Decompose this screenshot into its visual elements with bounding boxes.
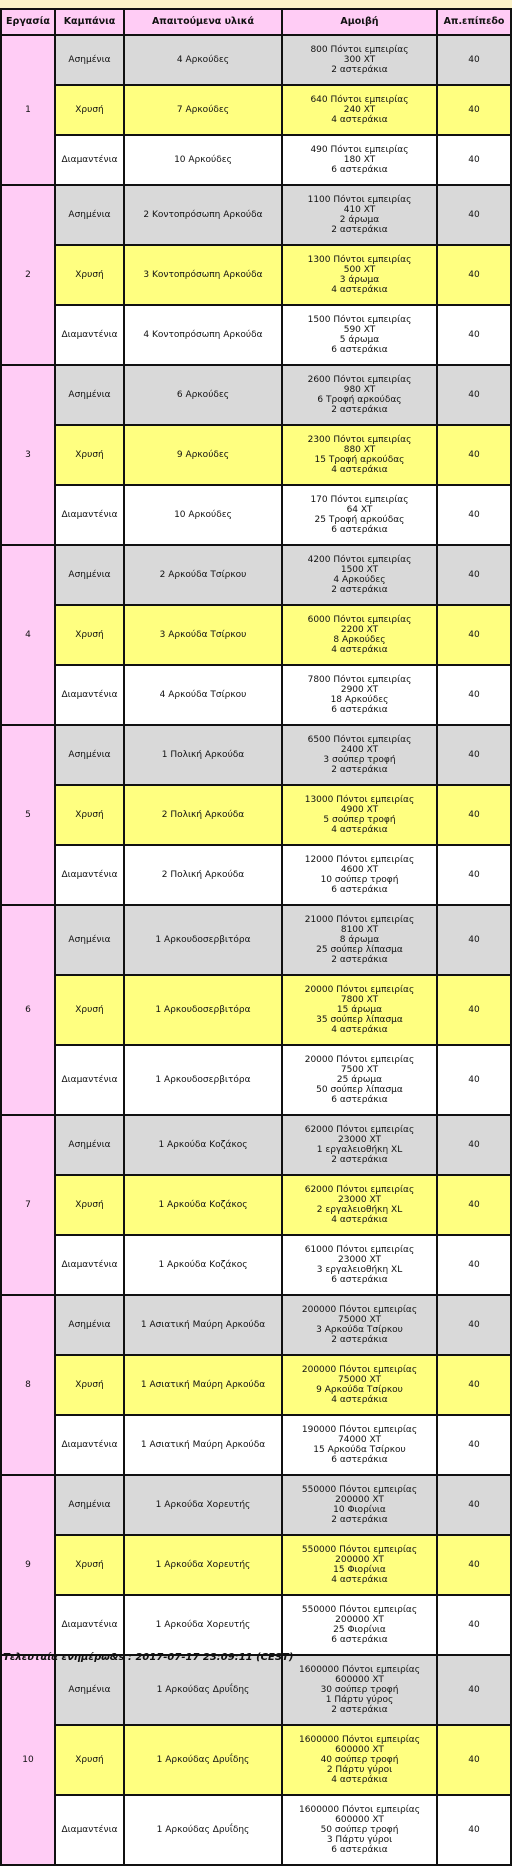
reward-line: 1600000 Πόντοι εμπειρίας: [299, 1665, 420, 1675]
reward-cell: [282, 1725, 437, 1795]
materials-cell: 2 Κοντοπρόσωπη Αρκούδα: [124, 185, 282, 245]
campaign-cell: Διαμαντένια: [55, 845, 124, 905]
campaign-cell: Διαμαντένια: [55, 1235, 124, 1295]
reward-line: 4 αστεράκια: [331, 825, 388, 835]
reward-line: 8100 XT: [340, 925, 379, 935]
level-cell: 40: [437, 1355, 511, 1415]
level-cell: 40: [437, 1235, 511, 1295]
reward-cell: [282, 1795, 437, 1865]
materials-cell: 1 Ασιατική Μαύρη Αρκούδα: [124, 1355, 282, 1415]
campaign-cell: Χρυσή: [55, 245, 124, 305]
task-number: 1: [1, 35, 55, 185]
reward-cell: [282, 1115, 437, 1175]
reward-line: 25 Φιορίνια: [333, 1625, 386, 1635]
level-cell: 40: [437, 1115, 511, 1175]
reward-line: 23000 XT: [338, 1195, 381, 1205]
reward-line: 4600 XT: [340, 865, 379, 875]
reward-line: 7800 Πόντοι εμπειρίας: [307, 675, 412, 685]
reward-line: 2300 Πόντοι εμπειρίας: [307, 435, 412, 445]
reward-line: 4 αστεράκια: [331, 1575, 388, 1585]
level-cell: 40: [437, 845, 511, 905]
level-cell: 40: [437, 1415, 511, 1475]
reward-line: 4200 Πόντοι εμπειρίας: [307, 555, 412, 565]
reward-cell: [282, 845, 437, 905]
reward-cell: [282, 245, 437, 305]
campaign-cell: Ασημένια: [55, 365, 124, 425]
materials-cell: 1 Αρκούδας Δρυΐδης: [124, 1655, 282, 1725]
reward-line: 25 άρωμα: [336, 1075, 383, 1085]
table-row: [1, 1795, 511, 1865]
reward-line: 4 αστεράκια: [331, 285, 388, 295]
reward-cell: [282, 1355, 437, 1415]
reward-cell: [282, 1235, 437, 1295]
campaign-cell: Διαμαντένια: [55, 1045, 124, 1115]
level-cell: 40: [437, 1475, 511, 1535]
materials-cell: 9 Αρκούδες: [124, 425, 282, 485]
reward-line: 2900 XT: [340, 685, 379, 695]
level-cell: 40: [437, 485, 511, 545]
reward-line: 600000 XT: [335, 1675, 384, 1685]
reward-cell: [282, 785, 437, 845]
reward-line: 2 αστεράκια: [331, 1705, 388, 1715]
campaign-cell: Διαμαντένια: [55, 135, 124, 185]
reward-cell: [282, 1045, 437, 1115]
header-campaign: Καμπάνια: [55, 9, 124, 35]
task-number: 4: [1, 545, 55, 725]
table-row: [1, 185, 511, 245]
table-row: [1, 85, 511, 135]
task-table-body: [1, 35, 511, 1865]
campaign-cell: Χρυσή: [55, 605, 124, 665]
table-row: [1, 1045, 511, 1115]
campaign-cell: Χρυσή: [55, 1175, 124, 1235]
header-materials: Απαιτούμενα υλικά: [124, 9, 282, 35]
reward-line: 7500 XT: [340, 1065, 379, 1075]
table-row: [1, 665, 511, 725]
reward-line: 6 αστεράκια: [331, 885, 388, 895]
reward-line: 74000 XT: [338, 1435, 381, 1445]
campaign-cell: Ασημένια: [55, 905, 124, 975]
campaign-cell: Ασημένια: [55, 1475, 124, 1535]
level-cell: 40: [437, 1295, 511, 1355]
reward-line: 410 XT: [343, 205, 376, 215]
campaign-cell: Διαμαντένια: [55, 485, 124, 545]
reward-line: 1 εργαλειοθήκη XL: [316, 1145, 403, 1155]
reward-line: 6 αστεράκια: [331, 1845, 388, 1855]
reward-line: 62000 Πόντοι εμπειρίας: [304, 1185, 415, 1195]
reward-line: 550000 Πόντοι εμπειρίας: [301, 1605, 418, 1615]
materials-cell: 3 Αρκούδα Τσίρκου: [124, 605, 282, 665]
table-row: [1, 785, 511, 845]
campaign-cell: Διαμαντένια: [55, 1795, 124, 1865]
reward-line: 1600000 Πόντοι εμπειρίας: [299, 1735, 420, 1745]
task-table: [0, 8, 512, 1866]
materials-cell: 3 Κοντοπρόσωπη Αρκούδα: [124, 245, 282, 305]
reward-line: 61000 Πόντοι εμπειρίας: [304, 1245, 415, 1255]
reward-cell: [282, 35, 437, 85]
level-cell: 40: [437, 1175, 511, 1235]
reward-line: 8 Αρκούδες: [333, 635, 386, 645]
reward-line: 6 αστεράκια: [331, 165, 388, 175]
reward-line: 3 Πάρτυ γύροι: [326, 1835, 393, 1845]
level-cell: 40: [437, 1655, 511, 1725]
materials-cell: 4 Κοντοπρόσωπη Αρκούδα: [124, 305, 282, 365]
task-number: 7: [1, 1115, 55, 1295]
materials-cell: 1 Αρκουδοσερβιτόρα: [124, 975, 282, 1045]
reward-cell: [282, 975, 437, 1045]
reward-cell: [282, 665, 437, 725]
reward-cell: [282, 605, 437, 665]
campaign-cell: Ασημένια: [55, 35, 124, 85]
reward-line: 200000 Πόντοι εμπειρίας: [301, 1305, 418, 1315]
reward-line: 4 αστεράκια: [331, 645, 388, 655]
materials-cell: 1 Αρκούδα Χορευτής: [124, 1595, 282, 1655]
table-row: [1, 725, 511, 785]
header-row: [1, 9, 511, 35]
reward-line: 4 αστεράκια: [331, 115, 388, 125]
reward-cell: [282, 1595, 437, 1655]
campaign-cell: Ασημένια: [55, 185, 124, 245]
reward-line: 2 αστεράκια: [331, 1155, 388, 1165]
campaign-cell: Ασημένια: [55, 725, 124, 785]
materials-cell: 1 Αρκούδα Κοζάκος: [124, 1235, 282, 1295]
table-row: [1, 35, 511, 85]
reward-cell: [282, 1475, 437, 1535]
reward-line: 75000 XT: [338, 1375, 381, 1385]
campaign-cell: Διαμαντένια: [55, 305, 124, 365]
reward-line: 2 αστεράκια: [331, 225, 388, 235]
reward-line: 3 εργαλειοθήκη XL: [316, 1265, 403, 1275]
reward-line: 50 σούπερ λίπασμα: [316, 1085, 403, 1095]
materials-cell: 1 Αρκουδοσερβιτόρα: [124, 1045, 282, 1115]
reward-line: 6000 Πόντοι εμπειρίας: [307, 615, 412, 625]
reward-cell: [282, 485, 437, 545]
reward-line: 200000 Πόντοι εμπειρίας: [301, 1365, 418, 1375]
reward-line: 20000 Πόντοι εμπειρίας: [304, 985, 415, 995]
materials-cell: 1 Αρκούδα Χορευτής: [124, 1475, 282, 1535]
task-number: 2: [1, 185, 55, 365]
reward-line: 2 Πάρτυ γύροι: [326, 1765, 393, 1775]
reward-cell: [282, 905, 437, 975]
reward-line: 180 XT: [343, 155, 376, 165]
level-cell: 40: [437, 1595, 511, 1655]
reward-line: 25 σούπερ λίπασμα: [316, 945, 403, 955]
reward-cell: [282, 1175, 437, 1235]
header-reward: Αμοιβή: [282, 9, 437, 35]
reward-cell: [282, 1535, 437, 1595]
table-row: [1, 1725, 511, 1795]
materials-cell: 6 Αρκούδες: [124, 365, 282, 425]
reward-line: 2 εργαλειοθήκη XL: [316, 1205, 403, 1215]
level-cell: 40: [437, 725, 511, 785]
reward-line: 3 Αρκούδα Τσίρκου: [316, 1325, 403, 1335]
materials-cell: 10 Αρκούδες: [124, 135, 282, 185]
reward-line: 1500 XT: [340, 565, 379, 575]
reward-line: 1100 Πόντοι εμπειρίας: [307, 195, 412, 205]
reward-line: 2 αστεράκια: [331, 405, 388, 415]
reward-cell: [282, 185, 437, 245]
reward-line: 550000 Πόντοι εμπειρίας: [301, 1485, 418, 1495]
reward-line: 75000 XT: [338, 1315, 381, 1325]
reward-line: 1500 Πόντοι εμπειρίας: [307, 315, 412, 325]
materials-cell: 1 Πολική Αρκούδα: [124, 725, 282, 785]
reward-line: 4 αστεράκια: [331, 1395, 388, 1405]
table-row: [1, 1655, 511, 1725]
table-row: [1, 1115, 511, 1175]
reward-line: 2 αστεράκια: [331, 765, 388, 775]
reward-line: 2 αστεράκια: [331, 955, 388, 965]
level-cell: 40: [437, 1535, 511, 1595]
reward-line: 8 άρωμα: [339, 935, 380, 945]
campaign-cell: Διαμαντένια: [55, 665, 124, 725]
table-row: [1, 135, 511, 185]
reward-line: 35 σούπερ λίπασμα: [316, 1015, 403, 1025]
reward-cell: [282, 85, 437, 135]
reward-line: 62000 Πόντοι εμπειρίας: [304, 1125, 415, 1135]
reward-line: 20000 Πόντοι εμπειρίας: [304, 1055, 415, 1065]
task-number: 9: [1, 1475, 55, 1655]
reward-line: 2400 XT: [340, 745, 379, 755]
materials-cell: 1 Αρκούδα Κοζάκος: [124, 1175, 282, 1235]
reward-line: 15 Τροφή αρκούδας: [314, 455, 405, 465]
reward-cell: [282, 425, 437, 485]
reward-cell: [282, 305, 437, 365]
reward-line: 2 άρωμα: [339, 215, 380, 225]
table-row: [1, 975, 511, 1045]
reward-line: 40 σούπερ τροφή: [320, 1755, 399, 1765]
reward-line: 3 άρωμα: [339, 275, 380, 285]
table-row: [1, 1475, 511, 1535]
reward-cell: [282, 135, 437, 185]
reward-line: 3 σούπερ τροφή: [323, 755, 396, 765]
reward-line: 200000 XT: [335, 1495, 384, 1505]
reward-line: 2600 Πόντοι εμπειρίας: [307, 375, 412, 385]
reward-cell: [282, 365, 437, 425]
reward-line: 4 Αρκούδες: [333, 575, 386, 585]
table-row: [1, 905, 511, 975]
reward-line: 4 αστεράκια: [331, 1025, 388, 1035]
reward-line: 640 Πόντοι εμπειρίας: [310, 95, 409, 105]
campaign-cell: Χρυσή: [55, 1355, 124, 1415]
reward-line: 15 άρωμα: [336, 1005, 383, 1015]
reward-line: 6500 Πόντοι εμπειρίας: [307, 735, 412, 745]
table-row: [1, 1355, 511, 1415]
table-row: [1, 1535, 511, 1595]
reward-line: 2 αστεράκια: [331, 1515, 388, 1525]
level-cell: 40: [437, 665, 511, 725]
reward-line: 10 Φιορίνια: [333, 1505, 386, 1515]
task-number: 8: [1, 1295, 55, 1475]
last-updated-footer: Τελευταία ενημέρω&s : 2017-07-17 23:09:11 (CEST): [3, 1652, 294, 1663]
header-task: Εργασία: [1, 9, 55, 35]
reward-line: 490 Πόντοι εμπειρίας: [310, 145, 409, 155]
reward-line: 300 XT: [343, 55, 376, 65]
reward-line: 6 αστεράκια: [331, 1095, 388, 1105]
level-cell: 40: [437, 545, 511, 605]
reward-line: 980 XT: [343, 385, 376, 395]
reward-cell: [282, 545, 437, 605]
table-row: [1, 1415, 511, 1475]
table-row: [1, 1175, 511, 1235]
materials-cell: 1 Ασιατική Μαύρη Αρκούδα: [124, 1295, 282, 1355]
reward-line: 5 σούπερ τροφή: [323, 815, 396, 825]
reward-line: 13000 Πόντοι εμπειρίας: [304, 795, 415, 805]
reward-line: 6 αστεράκια: [331, 1635, 388, 1645]
reward-line: 4900 XT: [340, 805, 379, 815]
task-number: 6: [1, 905, 55, 1115]
level-cell: 40: [437, 905, 511, 975]
table-row: [1, 365, 511, 425]
table-row: [1, 1595, 511, 1655]
reward-line: 4 αστεράκια: [331, 465, 388, 475]
reward-line: 200000 XT: [335, 1555, 384, 1565]
reward-line: 190000 Πόντοι εμπειρίας: [301, 1425, 418, 1435]
task-number: 3: [1, 365, 55, 545]
level-cell: 40: [437, 1795, 511, 1865]
campaign-cell: Χρυσή: [55, 425, 124, 485]
level-cell: 40: [437, 245, 511, 305]
level-cell: 40: [437, 1725, 511, 1795]
materials-cell: 1 Αρκουδοσερβιτόρα: [124, 905, 282, 975]
reward-line: 880 XT: [343, 445, 376, 455]
table-row: [1, 545, 511, 605]
materials-cell: 4 Αρκούδες: [124, 35, 282, 85]
reward-line: 1 Πάρτυ γύρος: [325, 1695, 394, 1705]
reward-line: 590 XT: [343, 325, 376, 335]
table-row: [1, 1295, 511, 1355]
reward-line: 12000 Πόντοι εμπειρίας: [304, 855, 415, 865]
reward-line: 240 XT: [343, 105, 376, 115]
reward-line: 6 αστεράκια: [331, 345, 388, 355]
level-cell: 40: [437, 1045, 511, 1115]
reward-line: 10 σούπερ τροφή: [320, 875, 399, 885]
reward-line: 15 Αρκούδα Τσίρκου: [313, 1445, 406, 1455]
reward-line: 170 Πόντοι εμπειρίας: [310, 495, 409, 505]
reward-line: 600000 XT: [335, 1815, 384, 1825]
reward-line: 6 αστεράκια: [331, 705, 388, 715]
materials-cell: 2 Πολική Αρκούδα: [124, 785, 282, 845]
reward-line: 2 αστεράκια: [331, 1335, 388, 1345]
reward-line: 6 Τροφή αρκούδας: [317, 395, 402, 405]
campaign-cell: Ασημένια: [55, 1295, 124, 1355]
reward-line: 1600000 Πόντοι εμπειρίας: [299, 1805, 420, 1815]
campaign-cell: Διαμαντένια: [55, 1415, 124, 1475]
materials-cell: 1 Αρκούδα Χορευτής: [124, 1535, 282, 1595]
reward-line: 50 σούπερ τροφή: [320, 1825, 399, 1835]
reward-line: 6 αστεράκια: [331, 525, 388, 535]
reward-line: 2200 XT: [340, 625, 379, 635]
reward-line: 550000 Πόντοι εμπειρίας: [301, 1545, 418, 1555]
table-row: [1, 1235, 511, 1295]
reward-line: 6 αστεράκια: [331, 1455, 388, 1465]
campaign-cell: Ασημένια: [55, 1655, 124, 1725]
level-cell: 40: [437, 365, 511, 425]
materials-cell: 1 Αρκούδας Δρυΐδης: [124, 1795, 282, 1865]
materials-cell: 4 Αρκούδα Τσίρκου: [124, 665, 282, 725]
materials-cell: 1 Ασιατική Μαύρη Αρκούδα: [124, 1415, 282, 1475]
campaign-cell: Χρυσή: [55, 85, 124, 135]
reward-line: 64 XT: [346, 505, 373, 515]
reward-line: 500 XT: [343, 265, 376, 275]
level-cell: 40: [437, 975, 511, 1045]
table-row: [1, 485, 511, 545]
reward-cell: [282, 725, 437, 785]
reward-line: 2 αστεράκια: [331, 585, 388, 595]
level-cell: 40: [437, 305, 511, 365]
reward-line: 23000 XT: [338, 1255, 381, 1265]
materials-cell: 2 Πολική Αρκούδα: [124, 845, 282, 905]
level-cell: 40: [437, 35, 511, 85]
reward-line: 5 άρωμα: [339, 335, 380, 345]
reward-cell: [282, 1295, 437, 1355]
reward-line: 4 αστεράκια: [331, 1775, 388, 1785]
reward-line: 7800 XT: [340, 995, 379, 1005]
reward-line: 25 Τροφή αρκούδας: [314, 515, 405, 525]
campaign-cell: Ασημένια: [55, 1115, 124, 1175]
reward-line: 23000 XT: [338, 1135, 381, 1145]
reward-line: 15 Φιορίνια: [333, 1565, 386, 1575]
reward-line: 18 Αρκούδες: [330, 695, 389, 705]
reward-line: 9 Αρκούδα Τσίρκου: [316, 1385, 403, 1395]
reward-line: 6 αστεράκια: [331, 1275, 388, 1285]
campaign-cell: Χρυσή: [55, 975, 124, 1045]
reward-line: 2 αστεράκια: [331, 65, 388, 75]
reward-line: 800 Πόντοι εμπειρίας: [310, 45, 409, 55]
table-row: [1, 245, 511, 305]
materials-cell: 7 Αρκούδες: [124, 85, 282, 135]
table-row: [1, 845, 511, 905]
level-cell: 40: [437, 785, 511, 845]
campaign-cell: Ασημένια: [55, 545, 124, 605]
table-row: [1, 425, 511, 485]
task-number: 10: [1, 1655, 55, 1865]
table-row: [1, 305, 511, 365]
reward-cell: [282, 1655, 437, 1725]
campaign-cell: Χρυσή: [55, 1725, 124, 1795]
campaign-cell: Διαμαντένια: [55, 1595, 124, 1655]
reward-line: 1300 Πόντοι εμπειρίας: [307, 255, 412, 265]
reward-line: 21000 Πόντοι εμπειρίας: [304, 915, 415, 925]
materials-cell: 10 Αρκούδες: [124, 485, 282, 545]
reward-line: 30 σούπερ τροφή: [320, 1685, 399, 1695]
materials-cell: 1 Αρκούδα Κοζάκος: [124, 1115, 282, 1175]
table-row: [1, 605, 511, 665]
task-number: 5: [1, 725, 55, 905]
reward-line: 200000 XT: [335, 1615, 384, 1625]
reward-line: 600000 XT: [335, 1745, 384, 1755]
campaign-cell: Χρυσή: [55, 1535, 124, 1595]
level-cell: 40: [437, 425, 511, 485]
materials-cell: 2 Αρκούδα Τσίρκου: [124, 545, 282, 605]
level-cell: 40: [437, 85, 511, 135]
header-level: Απ.επίπεδο: [437, 9, 511, 35]
level-cell: 40: [437, 135, 511, 185]
reward-line: 4 αστεράκια: [331, 1215, 388, 1225]
reward-cell: [282, 1415, 437, 1475]
campaign-cell: Χρυσή: [55, 785, 124, 845]
materials-cell: 1 Αρκούδας Δρυΐδης: [124, 1725, 282, 1795]
level-cell: 40: [437, 185, 511, 245]
level-cell: 40: [437, 605, 511, 665]
